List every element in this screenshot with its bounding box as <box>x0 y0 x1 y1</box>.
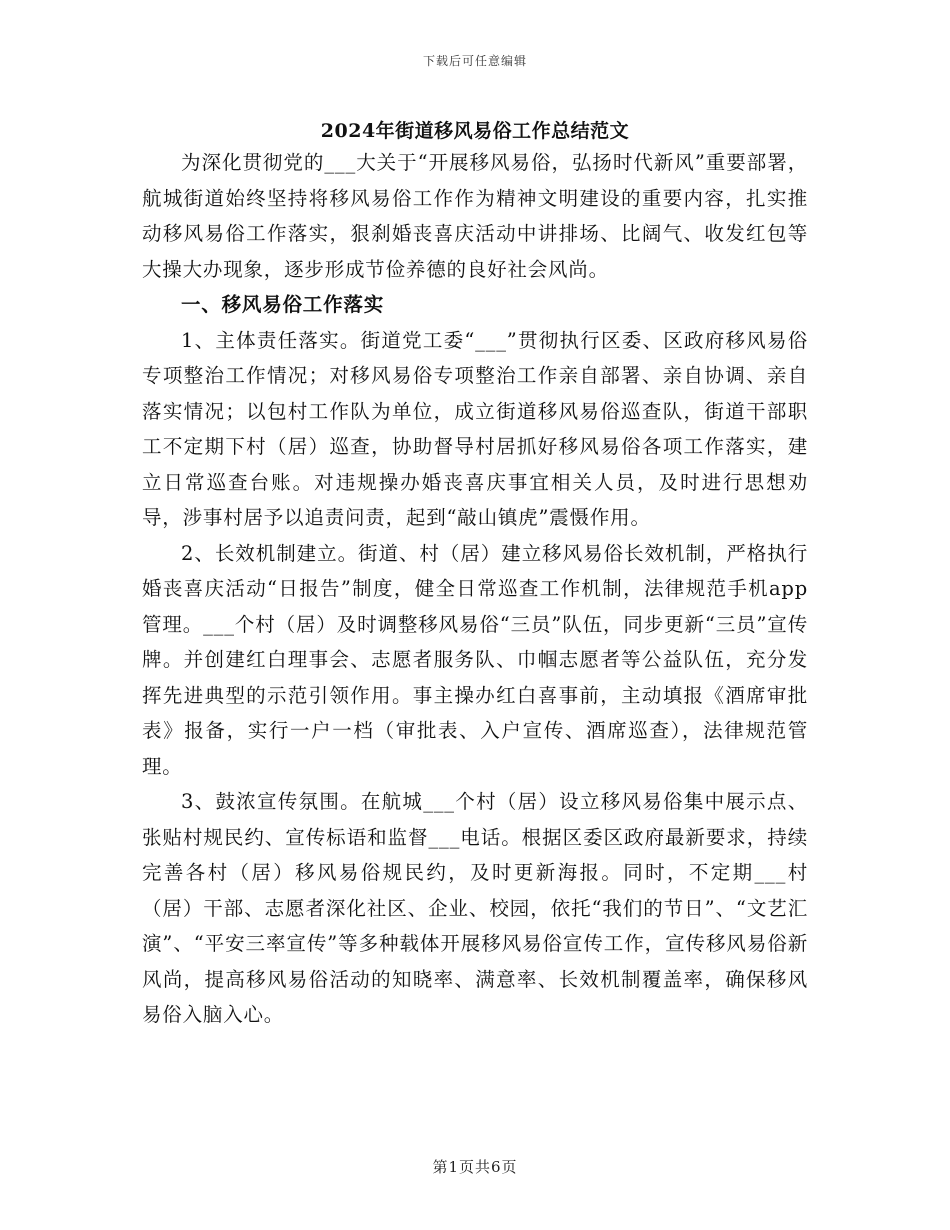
page-header-note: 下载后可任意编辑 <box>422 54 527 68</box>
body-paragraph-mechanism: 2、长效机制建立。街道、村（居）建立移风易俗长效机制，严格执行婚丧喜庆活动“日报告”制度，健全日常巡查工作机制，法律规范手机app管理。___个村（居）及时调整移风易俗“三员”队伍，同步更新“三员”宣传牌。并创建红白理事会、志愿者服务队、巾帼志愿者等公益队伍，充分发挥先进典型的示范引领作用。事主操办红白喜事前，主动填报《酒席审批表》报备，实行一户一档（审批表、入户宣传、酒席巡查），法律规范管理。 <box>142 541 808 778</box>
intro-paragraph: 为深化贯彻党的___大关于“开展移风易俗，弘扬时代新风”重要部署，航城街道始终坚持将移风易俗工作作为精神文明建设的重要内容，扎实推动移风易俗工作落实，狠刹婚丧喜庆活动中讲排场、比阔气、收发红包等大操大办现象，逐步形成节俭养德的良好社会风尚。 <box>142 151 808 281</box>
section-heading: 一、移风易俗工作落实 <box>181 293 385 316</box>
document-body <box>142 145 808 1033</box>
document-title: 2024年街道移风易俗工作总结范文 <box>320 120 630 142</box>
body-paragraph-responsibility: 1、主体责任落实。街道党工委“___”贯彻执行区委、区政府移风易俗专项整治工作情况；对移风易俗专项整治工作亲自部署、亲自协调、亲自落实情况；以包村工作队为单位，成立街道移风易俗巡查队，街道干部职工不定期下村（居）巡查，协助督导村居抓好移风易俗各项工作落实，建立日常巡查台账。对违规操办婚丧喜庆事宜相关人员，及时进行思想劝导，涉事村居予以追责问责，起到“敲山镇虎”震慑作用。 <box>142 328 808 529</box>
body-paragraph-publicity: 3、鼓浓宣传氛围。在航城___个村（居）设立移风易俗集中展示点、张贴村规民约、宣传标语和监督___电话。根据区委区政府最新要求，持续完善各村（居）移风易俗规民约，及时更新海报。同时，不定期___村（居）干部、志愿者深化社区、企业、校园，依托“我们的节日”、“文艺汇演”、“平安三率宣传”等多种载体开展移风易俗宣传工作，宣传移风易俗新风尚，提高移风易俗活动的知晓率、满意率、长效机制覆盖率，确保移风易俗入脑入心。 <box>142 790 808 1026</box>
page-number-footer: 第1页共6页 <box>432 1158 518 1176</box>
